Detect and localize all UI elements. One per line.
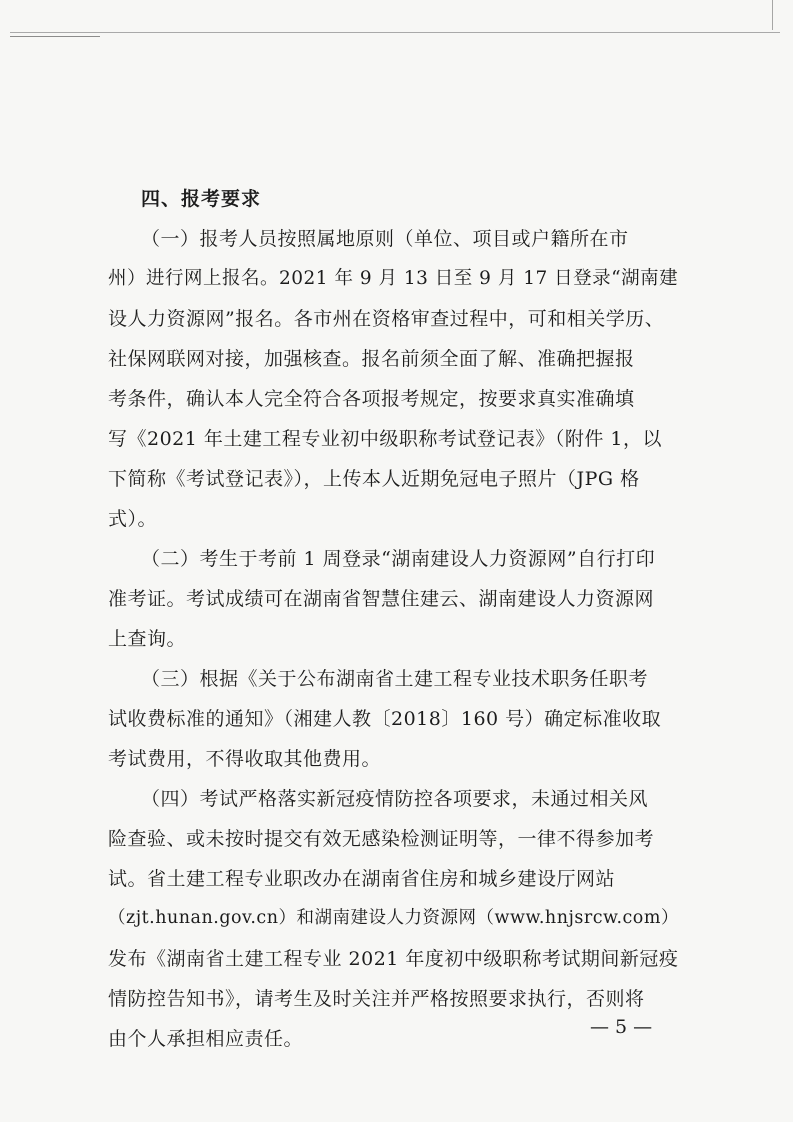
scan-edge-mark-right (772, 0, 773, 30)
paragraph-line: （zjt.hunan.gov.cn）和湖南建设人力资源网（www.hnjsrcw.com） (108, 908, 679, 928)
paragraph-line: （三）根据《关于公布湖南省土建工程专业技术职务任职考 (141, 668, 649, 690)
paragraph-line: 写《2021 年土建工程专业初中级职称考试登记表》（附件 1，以 (108, 428, 663, 450)
paragraph-line: 社保网联网对接，加强核查。报名前须全面了解、准确把握报 (108, 348, 635, 370)
scan-edge-line (10, 32, 780, 33)
page-number: — 5 — (590, 1016, 653, 1038)
paragraph-line: 考试费用，不得收取其他费用。 (108, 748, 382, 770)
paragraph-line: 准考证。考试成绩可在湖南省智慧住建云、湖南建设人力资源网 (108, 588, 655, 610)
section-heading: 四、报考要求 (141, 188, 262, 210)
paragraph-line: 发布《湖南省土建工程专业 2021 年度初中级职称考试期间新冠疫 (108, 948, 679, 970)
paragraph-line: 式）。 (108, 508, 158, 530)
paragraph-line: （二）考生于考前 1 周登录“湖南建设人力资源网”自行打印 (141, 548, 656, 570)
paragraph-line: （四）考试严格落实新冠疫情防控各项要求，未通过相关风 (141, 788, 649, 810)
paragraph-line: 试收费标准的通知》（湘建人教〔2018〕160 号）确定标准收取 (108, 708, 662, 730)
paragraph-line: 考条件，确认本人完全符合各项报考规定，按要求真实准确填 (108, 388, 635, 410)
paragraph-line: 设人力资源网”报名。各市州在资格审查过程中，可和相关学历、 (108, 308, 665, 330)
paragraph-line: 上查询。 (108, 628, 187, 650)
paragraph-line: 试。省土建工程专业职改办在湖南省住房和城乡建设厅网站 (108, 868, 616, 890)
paragraph-line: 州）进行网上报名。2021 年 9 月 13 日至 9 月 17 日登录“湖南建 (108, 268, 679, 289)
paragraph-line: 情防控告知书》，请考生及时关注并严格按照要求执行，否则将 (108, 988, 645, 1010)
paragraph-line: 下简称《考试登记表》），上传本人近期免冠电子照片（JPG 格 (108, 468, 640, 490)
paragraph-line: （一）报考人员按照属地原则（单位、项目或户籍所在市 (141, 228, 629, 250)
scan-edge-mark (10, 36, 100, 37)
paragraph-line: 险查验、或未按时提交有效无感染检测证明等，一律不得参加考 (108, 828, 655, 850)
paragraph-line: 由个人承担相应责任。 (108, 1028, 304, 1050)
